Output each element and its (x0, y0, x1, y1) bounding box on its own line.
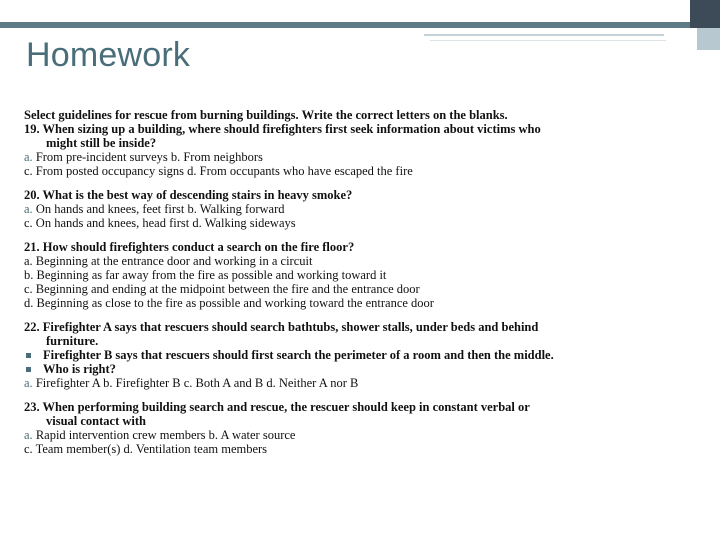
question-22-bullet-b (24, 348, 704, 362)
option-marker: a. (24, 150, 33, 164)
question-21-option-a: a. Beginning at the entrance door and working in a circuit (24, 254, 313, 268)
question-21-option-c: c. Beginning and ending at the midpoint between the fire and the entrance door (24, 282, 420, 296)
question-23-options-ab (24, 428, 704, 442)
question-19-options-cd: c. From posted occupancy signs d. From occupants who have escaped the fire (24, 164, 413, 178)
question-19-text: 19. When sizing up a building, where should firefighters first seek information about victims who (24, 122, 541, 136)
question-23-text-cont: visual contact with (46, 414, 146, 428)
question-21-text: 21. How should firefighters conduct a search on the fire floor? (24, 240, 355, 254)
options-text: Rapid intervention crew members b. A water source (32, 428, 296, 442)
top-accent-bar (0, 22, 720, 28)
question-22 (24, 320, 704, 390)
title-rule-thin (430, 40, 666, 41)
option-marker: a. (24, 428, 33, 442)
corner-accent-light (697, 28, 720, 50)
option-marker: a. (24, 202, 33, 216)
title-rule (424, 34, 664, 36)
question-22-text-cont: furniture. (46, 334, 99, 348)
options-text: Firefighter A b. Firefighter B c. Both A and B d. Neither A nor B (32, 376, 359, 390)
question-20-options-cd: c. On hands and knees, head first d. Walking sideways (24, 216, 296, 230)
question-20 (24, 188, 704, 230)
bullet-text: Firefighter B says that rescuers should first search the perimeter of a room and then the middle. (43, 348, 554, 362)
question-21 (24, 240, 704, 310)
option-marker: a. (24, 376, 33, 390)
question-19-text-cont: might still be inside? (46, 136, 157, 150)
question-19-options-ab (24, 150, 704, 164)
question-23-options-cd: c. Team member(s) d. Ventilation team members (24, 442, 268, 456)
question-21-option-b: b. Beginning as far away from the fire as possible and working toward it (24, 268, 387, 282)
corner-accent-dark (690, 0, 720, 28)
options-text: From pre-incident surveys b. From neighbors (32, 150, 263, 164)
question-21-option-d: d. Beginning as close to the fire as possible and working toward the entrance door (24, 296, 434, 310)
bullet-icon (26, 367, 31, 372)
slide-body (24, 108, 704, 456)
bullet-text: Who is right? (43, 362, 116, 376)
question-19 (24, 122, 704, 178)
options-text: On hands and knees, feet first b. Walking forward (32, 202, 285, 216)
instructions: Select guidelines for rescue from burning buildings. Write the correct letters on the blanks. (24, 108, 508, 122)
question-22-bullet-prompt (24, 362, 704, 376)
question-22-text: 22. Firefighter A says that rescuers should search bathtubs, shower stalls, under beds and behind (24, 320, 539, 334)
question-22-options (24, 376, 704, 390)
question-20-options-ab (24, 202, 704, 216)
bullet-icon (26, 353, 31, 358)
question-23-text: 23. When performing building search and rescue, the rescuer should keep in constant verbal or (24, 400, 530, 414)
question-20-text: 20. What is the best way of descending stairs in heavy smoke? (24, 188, 353, 202)
slide-title: Homework (26, 36, 191, 74)
question-23 (24, 400, 704, 456)
